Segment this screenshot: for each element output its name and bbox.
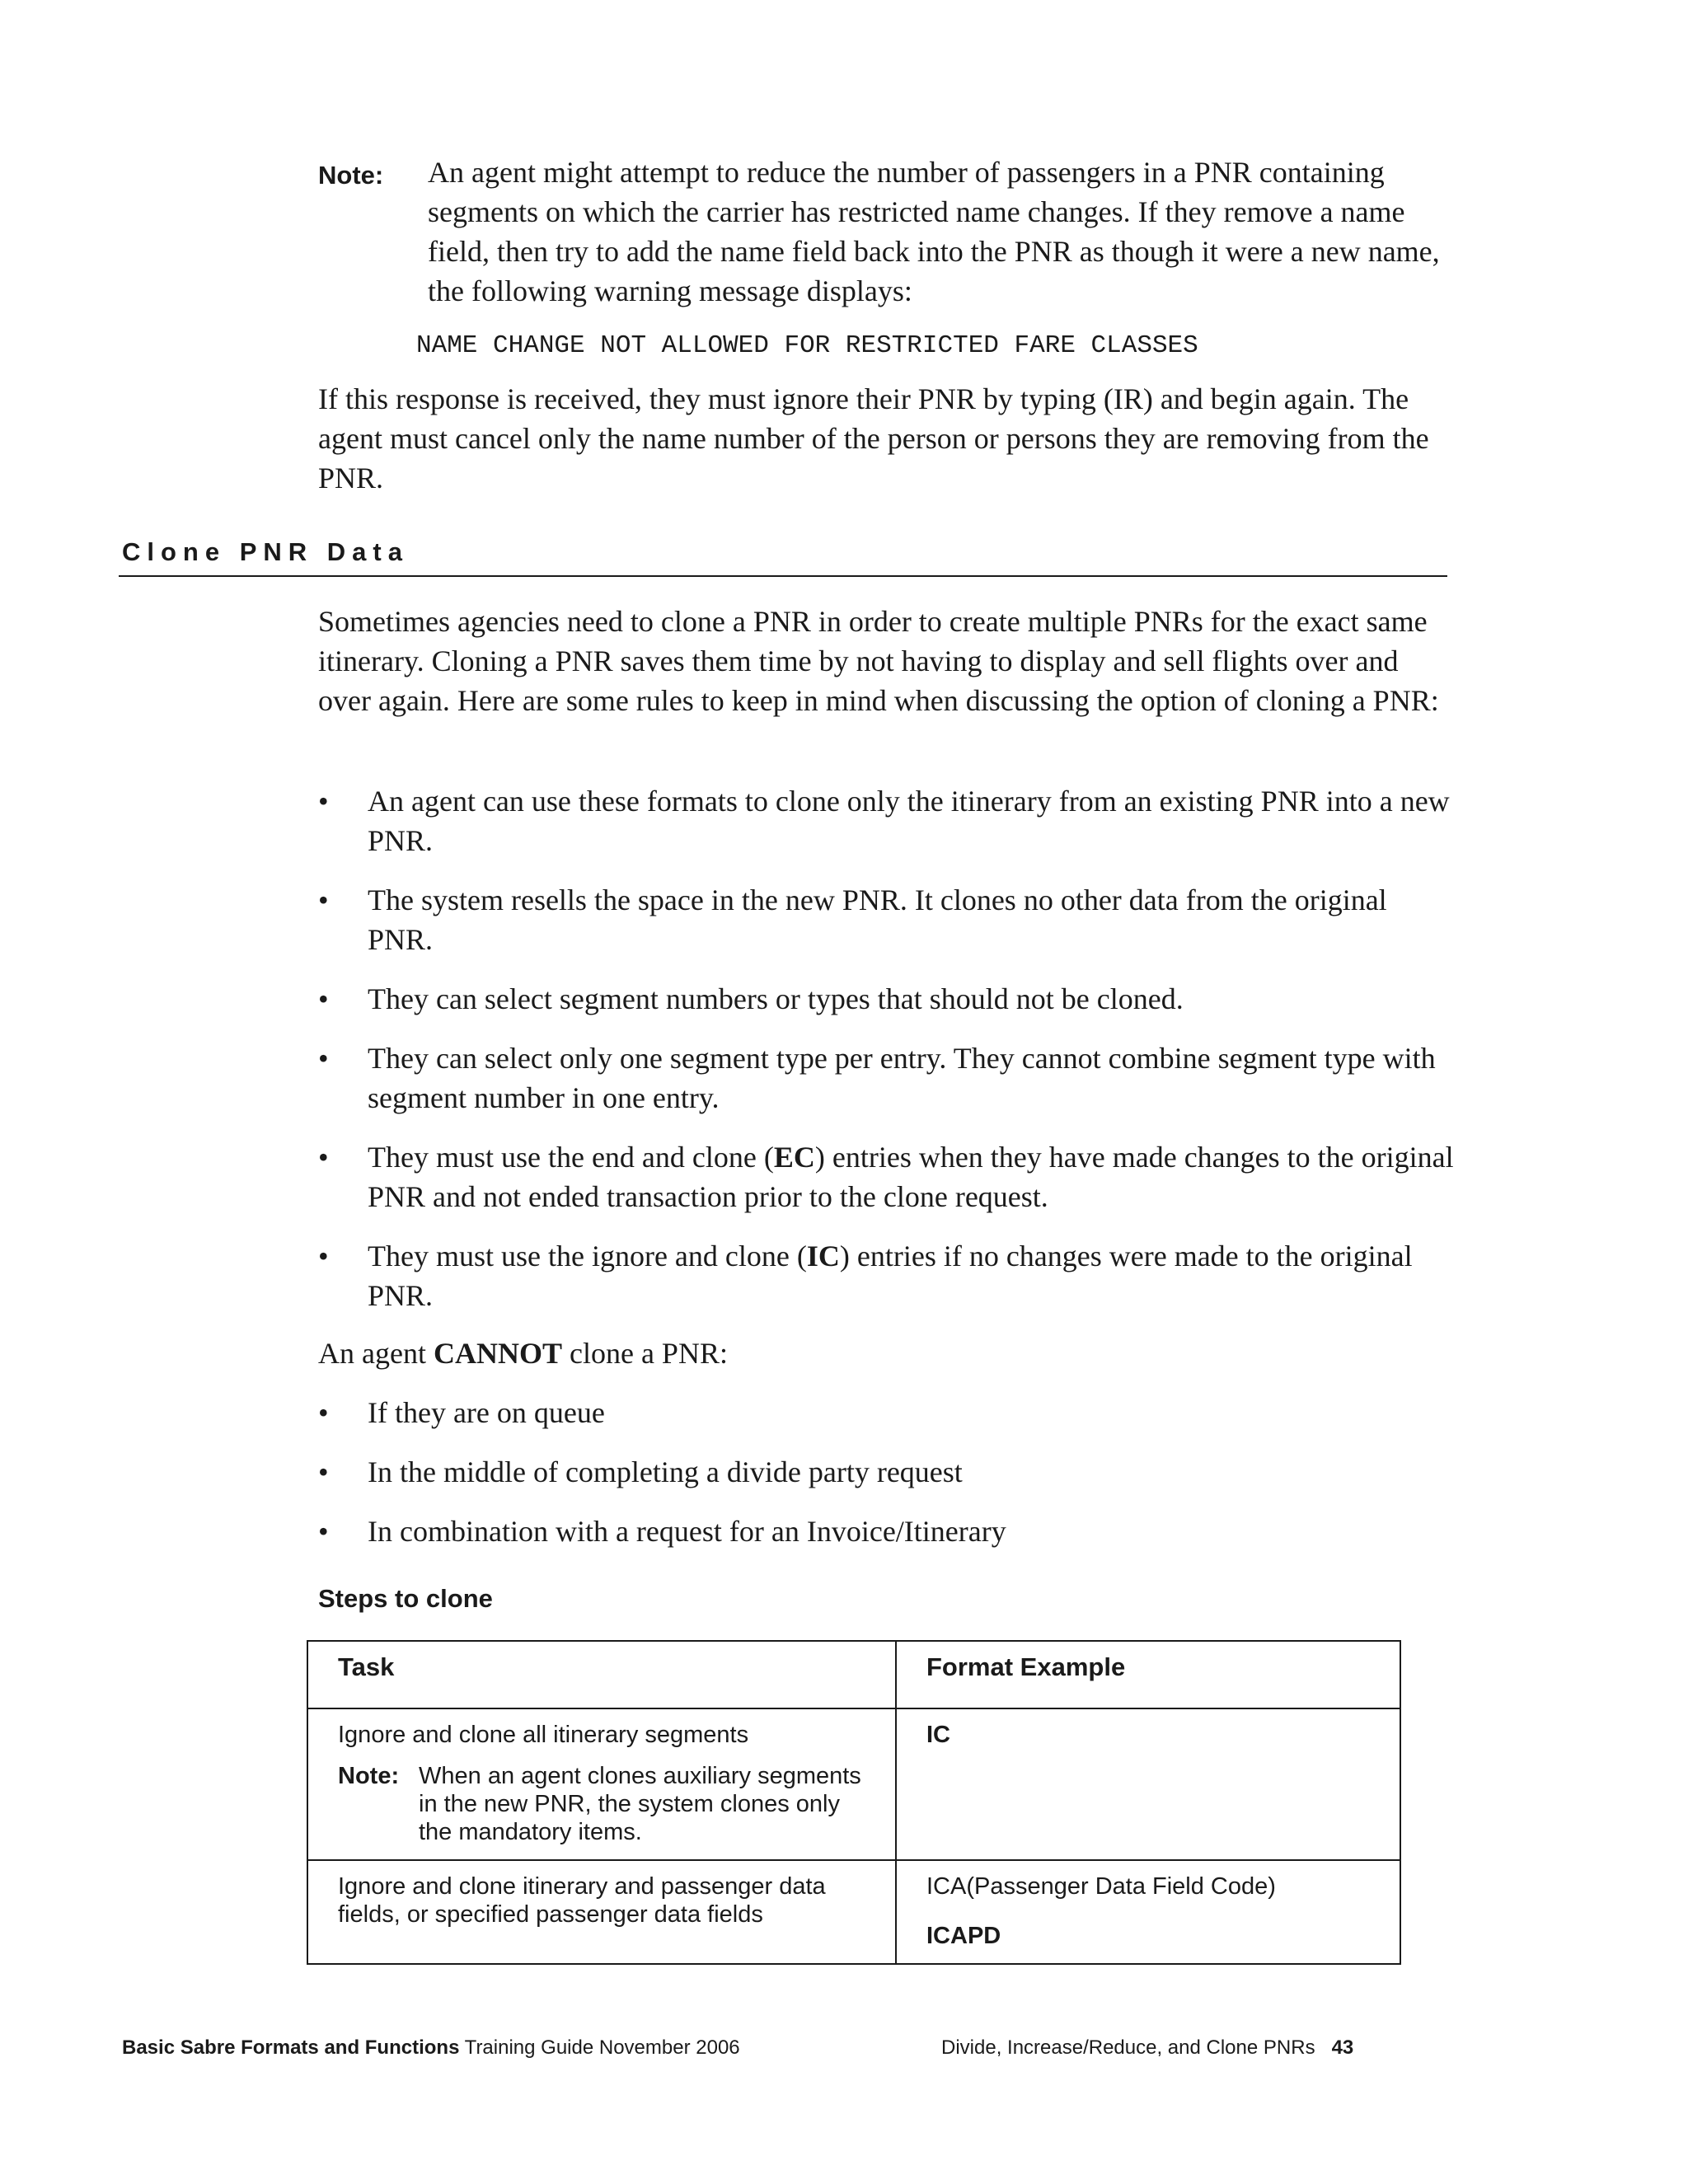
bullet-icon: • bbox=[318, 1042, 329, 1075]
section-rule bbox=[119, 575, 1447, 577]
list-item: • They must use the end and clone (EC) entries when they have made changes to the original PNR and not ended transaction prior to the clone request. bbox=[318, 1137, 1456, 1216]
bullet-icon: • bbox=[318, 1455, 329, 1488]
cannot-heading: An agent CANNOT clone a PNR: bbox=[318, 1337, 728, 1370]
cannot-list bbox=[318, 1393, 1456, 1571]
task-note-label: Note: bbox=[338, 1763, 400, 1789]
table-row bbox=[307, 1708, 1400, 1860]
steps-table bbox=[307, 1640, 1401, 1965]
list-item: • An agent can use these formats to clone only the itinerary from an existing PNR into a new PNR. bbox=[318, 781, 1456, 860]
task-note bbox=[338, 1762, 865, 1846]
footer-title: Basic Sabre Formats and Functions Training Guide November 2006 bbox=[122, 2036, 740, 2059]
steps-title: Steps to clone bbox=[318, 1584, 493, 1613]
ignore-paragraph: If this response is received, they must ignore their PNR by typing (IR) and begin again. The agent must cancel only the name number of the person or persons they are removing from the PNR. bbox=[318, 382, 1429, 494]
list-item: • The system resells the space in the new PNR. It clones no other data from the original PNR. bbox=[318, 880, 1456, 959]
bullet-icon: • bbox=[318, 1141, 329, 1174]
clone-rules-list bbox=[318, 781, 1456, 1335]
task-cell bbox=[307, 1860, 896, 1964]
bullet-icon: • bbox=[318, 1240, 329, 1272]
section-intro: Sometimes agencies need to clone a PNR in order to create multiple PNRs for the exact same itinerary. Cloning a PNR saves them time by not having to display and sell flights over and over again. Here are some rules to keep in mind when discussing the option of cloning a PNR: bbox=[318, 605, 1439, 717]
task-cell bbox=[307, 1708, 896, 1860]
bullet-icon: • bbox=[318, 1515, 329, 1548]
format-text: ICA(Passenger Data Field Code) bbox=[926, 1873, 1276, 1900]
format-cell bbox=[896, 1860, 1400, 1964]
bullet-icon: • bbox=[318, 883, 329, 916]
list-item: • If they are on queue bbox=[318, 1393, 1456, 1432]
task-text: Ignore and clone all itinerary segments bbox=[338, 1722, 749, 1748]
format-cell bbox=[896, 1708, 1400, 1860]
header-format: Format Example bbox=[896, 1641, 1400, 1708]
page-number: 43 bbox=[1331, 2036, 1354, 2059]
bullet-icon: • bbox=[318, 1396, 329, 1429]
table-header-row bbox=[307, 1641, 1400, 1708]
table-row bbox=[307, 1860, 1400, 1964]
note-label: Note: bbox=[318, 161, 384, 190]
list-item: • In combination with a request for an Invoice/Itinerary bbox=[318, 1511, 1456, 1551]
task-note-text: When an agent clones auxiliary segments in the new PNR, the system clones only the mandatory items. bbox=[419, 1763, 861, 1845]
list-item: • In the middle of completing a divide party request bbox=[318, 1452, 1456, 1492]
note-text: An agent might attempt to reduce the number of passengers in a PNR containing segments on which the carrier has restricted name changes. If they remove a name field, then try to add the name field back into the PNR as though it were a new name, the following warning message displays: bbox=[428, 156, 1440, 307]
format-example: ICAPD bbox=[926, 1923, 1001, 1949]
bullet-icon: • bbox=[318, 982, 329, 1015]
warning-message: NAME CHANGE NOT ALLOWED FOR RESTRICTED FARE CLASSES bbox=[416, 331, 1198, 360]
footer-chapter: Divide, Increase/Reduce, and Clone PNRs 43 bbox=[941, 2036, 1354, 2059]
list-item: • They can select segment numbers or types that should not be cloned. bbox=[318, 979, 1456, 1019]
format-text: IC bbox=[926, 1722, 950, 1748]
list-item: • They must use the ignore and clone (IC) entries if no changes were made to the original PNR. bbox=[318, 1236, 1456, 1315]
task-text: Ignore and clone itinerary and passenger data fields, or specified passenger data fields bbox=[338, 1873, 826, 1928]
list-item: • They can select only one segment type per entry. They cannot combine segment type with segment number in one entry. bbox=[318, 1038, 1456, 1118]
header-task: Task bbox=[307, 1641, 896, 1708]
section-title: Clone PNR Data bbox=[122, 537, 409, 566]
bullet-icon: • bbox=[318, 785, 329, 818]
